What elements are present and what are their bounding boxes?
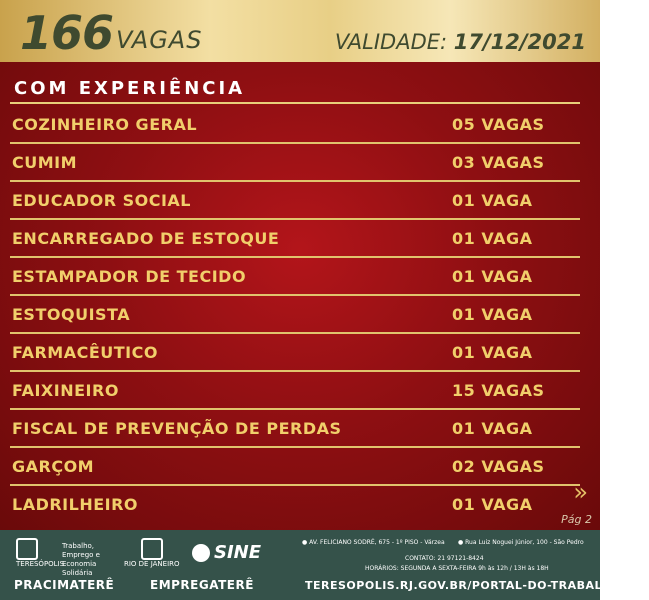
job-quantity: 01 VAGA: [452, 191, 533, 210]
job-row: [10, 334, 580, 372]
address-2: [458, 539, 584, 546]
job-quantity: 02 VAGAS: [452, 457, 545, 476]
job-row: [10, 448, 580, 486]
vacancy-count-label: VAGAS: [116, 26, 203, 54]
job-role: ENCARREGADO DE ESTOQUE: [12, 229, 280, 248]
city-crest-icon: [16, 538, 38, 560]
job-row: [10, 296, 580, 334]
address-2-text: Rua Luiz Noguei Júnior, 100 - São Pedro: [465, 539, 584, 546]
rio-logo: [124, 538, 180, 569]
state-crest-icon: [141, 538, 163, 560]
validity-date: 17/12/2021: [453, 30, 586, 54]
page-number: Pág 2: [561, 513, 592, 526]
job-role: COZINHEIRO GERAL: [12, 115, 198, 134]
job-role: CUMIM: [12, 153, 78, 172]
job-role: ESTAMPADOR DE TECIDO: [12, 267, 247, 286]
job-role: FISCAL DE PREVENÇÃO DE PERDAS: [12, 419, 342, 438]
job-quantity: 01 VAGA: [452, 419, 533, 438]
teresopolis-logo: [16, 538, 64, 569]
address-1-text: AV. FELICIANO SODRÉ, 675 - 1º PISO - Várzea: [309, 539, 445, 546]
job-row: [10, 182, 580, 220]
map-pin-icon: ●: [302, 539, 310, 546]
job-list-panel: [0, 62, 600, 530]
job-quantity: 05 VAGAS: [452, 115, 545, 134]
footer: [0, 530, 649, 600]
validity-label: VALIDADE:: [334, 30, 448, 54]
job-row: [10, 144, 580, 182]
job-row: [10, 486, 580, 522]
address-1: [302, 539, 445, 546]
job-row: [10, 220, 580, 258]
job-row: [10, 258, 580, 296]
rio-label: RIO DE JANEIRO: [124, 560, 180, 568]
job-role: EDUCADOR SOCIAL: [12, 191, 191, 210]
empregatere-logo: EMPREGATERÊ: [150, 578, 254, 592]
validity-text: [335, 30, 586, 54]
job-quantity: 15 VAGAS: [452, 381, 545, 400]
contact-text: CONTATO: 21 97121-8424: [405, 555, 484, 562]
portal-link[interactable]: TERESOPOLIS.RJ.GOV.BR/PORTAL-DO-TRABALHADOR: [305, 579, 649, 592]
hours-text: HORÁRIOS: SEGUNDA A SEXTA-FEIRA 9h às 12h / 13H às 18H: [365, 565, 549, 572]
job-quantity: 03 VAGAS: [452, 153, 545, 172]
vacancy-count: 166: [20, 6, 114, 60]
section-divider: [10, 102, 580, 104]
sine-label: SINE: [214, 542, 262, 563]
job-row: [10, 372, 580, 410]
pracimatere-logo: PRACIMATERÊ: [14, 578, 115, 592]
double-chevron-right-icon[interactable]: »: [573, 478, 588, 506]
job-row: [10, 106, 580, 144]
job-list: [0, 106, 600, 522]
job-role: FARMACÊUTICO: [12, 343, 158, 362]
job-quantity: 01 VAGA: [452, 305, 533, 324]
job-quantity: 01 VAGA: [452, 495, 533, 514]
job-role: LADRILHEIRO: [12, 495, 139, 514]
job-quantity: 01 VAGA: [452, 267, 533, 286]
header-banner: [0, 0, 600, 62]
job-role: FAIXINEIRO: [12, 381, 119, 400]
job-quantity: 01 VAGA: [452, 229, 533, 248]
trabalho-label: Trabalho, Emprego e Economia Solidária: [62, 542, 100, 577]
sine-logo: [192, 542, 261, 563]
job-row: [10, 410, 580, 448]
job-quantity: 01 VAGA: [452, 343, 533, 362]
job-role: GARÇOM: [12, 457, 95, 476]
section-title: COM EXPERIÊNCIA: [14, 78, 246, 99]
map-pin-icon: ●: [458, 539, 466, 546]
teresopolis-label: TERESÓPOLIS: [16, 560, 65, 568]
sine-icon: [192, 544, 210, 562]
job-role: ESTOQUISTA: [12, 305, 131, 324]
